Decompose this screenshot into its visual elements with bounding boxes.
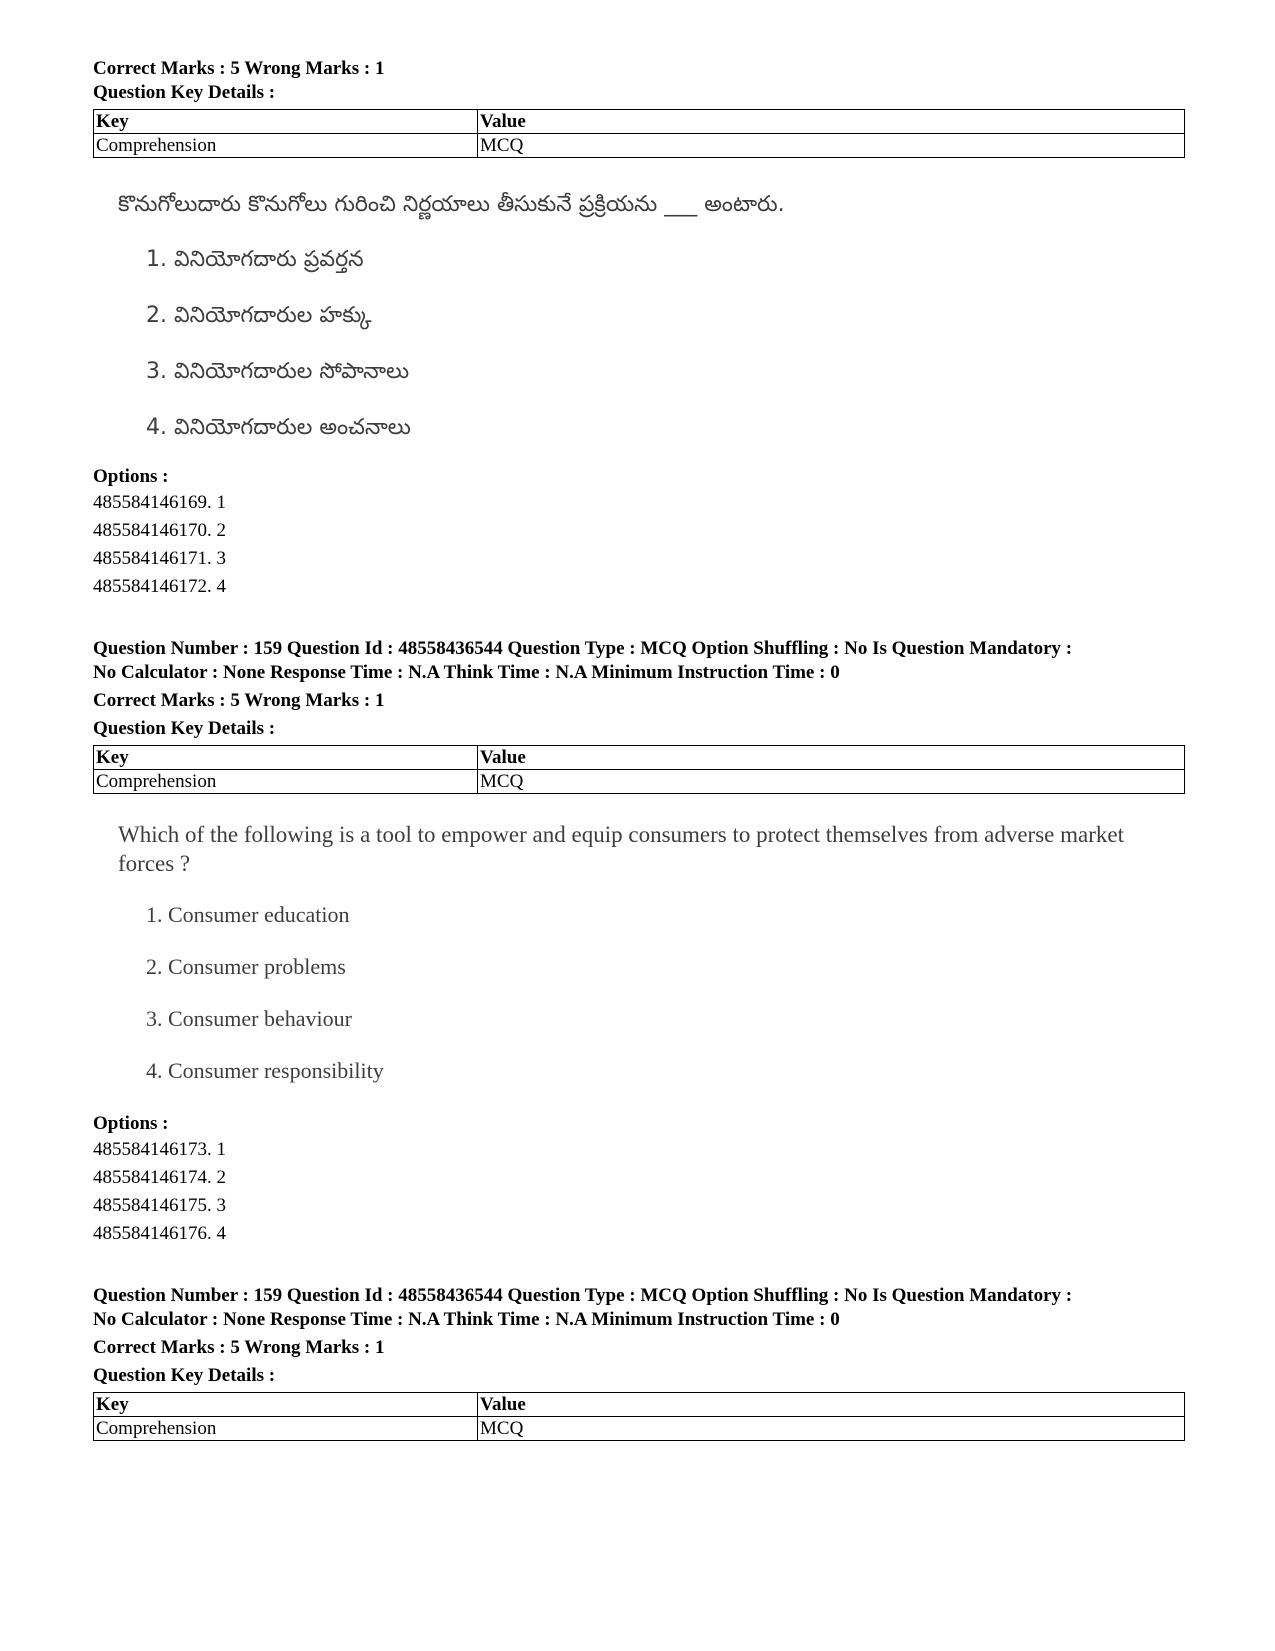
question-meta-line: No Calculator : None Response Time : N.A Think Time : N.A Minimum Instruction Time : 0	[93, 662, 840, 683]
key-details-label: Question Key Details :	[93, 718, 276, 739]
table-header-row	[94, 110, 1185, 134]
question-meta-line: Question Number : 159 Question Id : 48558436544 Question Type : MCQ Option Shuffling : No Is Question Mandatory :	[93, 1285, 1073, 1306]
key-details-table	[93, 745, 1185, 794]
option-line: 485584146172. 4	[93, 576, 226, 597]
marks-line: Correct Marks : 5 Wrong Marks : 1	[93, 1337, 385, 1358]
key-details-table	[93, 109, 1185, 158]
option-line: 485584146176. 4	[93, 1223, 226, 1244]
table-header-value: Value	[478, 1393, 1185, 1417]
option-line: 485584146175. 3	[93, 1195, 226, 1216]
table-row	[94, 1417, 1185, 1441]
question-block-1	[93, 57, 1185, 601]
key-details-table	[93, 1392, 1185, 1441]
table-header-row	[94, 1393, 1185, 1417]
table-header-key: Key	[94, 110, 478, 134]
question-stem: Which of the following is a tool to empower and equip consumers to protect themselves from adverse market forces ?	[118, 822, 1124, 876]
question-image	[93, 190, 1185, 443]
table-cell-value: MCQ	[478, 770, 1185, 794]
marks-line: Correct Marks : 5 Wrong Marks : 1	[93, 690, 385, 711]
question-choice: 3. Consumer behaviour	[146, 1006, 352, 1031]
table-header-key: Key	[94, 1393, 478, 1417]
table-header-value: Value	[478, 110, 1185, 134]
question-block-2	[93, 637, 1185, 1248]
table-header-key: Key	[94, 746, 478, 770]
question-image	[93, 820, 1185, 1086]
question-stem: కొనుగోలుదారు కొనుగోలు గురించి నిర్ణయాలు తీసుకునే ప్రక్రియను ___ అంటారు.	[118, 192, 785, 217]
table-cell-key: Comprehension	[94, 134, 478, 158]
table-cell-value: MCQ	[478, 1417, 1185, 1441]
option-line: 485584146173. 1	[93, 1139, 226, 1160]
options-label: Options :	[93, 466, 169, 487]
question-choice: 4. Consumer responsibility	[146, 1058, 384, 1083]
question-choice: 3. వినియోగదారుల సోపానాలు	[146, 359, 410, 384]
question-choice: 4. వినియోగదారుల అంచనాలు	[146, 415, 411, 440]
question-meta-line: Question Number : 159 Question Id : 48558436544 Question Type : MCQ Option Shuffling : No Is Question Mandatory :	[93, 638, 1073, 659]
option-line: 485584146174. 2	[93, 1167, 226, 1188]
key-details-label: Question Key Details :	[93, 1365, 276, 1386]
table-header-value: Value	[478, 746, 1185, 770]
table-cell-key: Comprehension	[94, 770, 478, 794]
key-details-label: Question Key Details :	[93, 82, 276, 103]
question-choice: 1. Consumer education	[146, 902, 350, 927]
option-line: 485584146169. 1	[93, 492, 226, 513]
document-page	[93, 57, 1185, 1441]
marks-line: Correct Marks : 5 Wrong Marks : 1	[93, 58, 385, 79]
question-choice: 2. వినియోగదారుల హక్కు	[146, 303, 372, 328]
table-header-row	[94, 746, 1185, 770]
table-row	[94, 770, 1185, 794]
table-cell-key: Comprehension	[94, 1417, 478, 1441]
question-choice: 2. Consumer problems	[146, 954, 346, 979]
question-block-3	[93, 1284, 1185, 1441]
question-meta-line: No Calculator : None Response Time : N.A Think Time : N.A Minimum Instruction Time : 0	[93, 1309, 840, 1330]
table-row	[94, 134, 1185, 158]
question-choice: 1. వినియోగదారు ప్రవర్తన	[146, 247, 364, 272]
table-cell-value: MCQ	[478, 134, 1185, 158]
option-line: 485584146170. 2	[93, 520, 226, 541]
option-line: 485584146171. 3	[93, 548, 226, 569]
options-label: Options :	[93, 1113, 169, 1134]
